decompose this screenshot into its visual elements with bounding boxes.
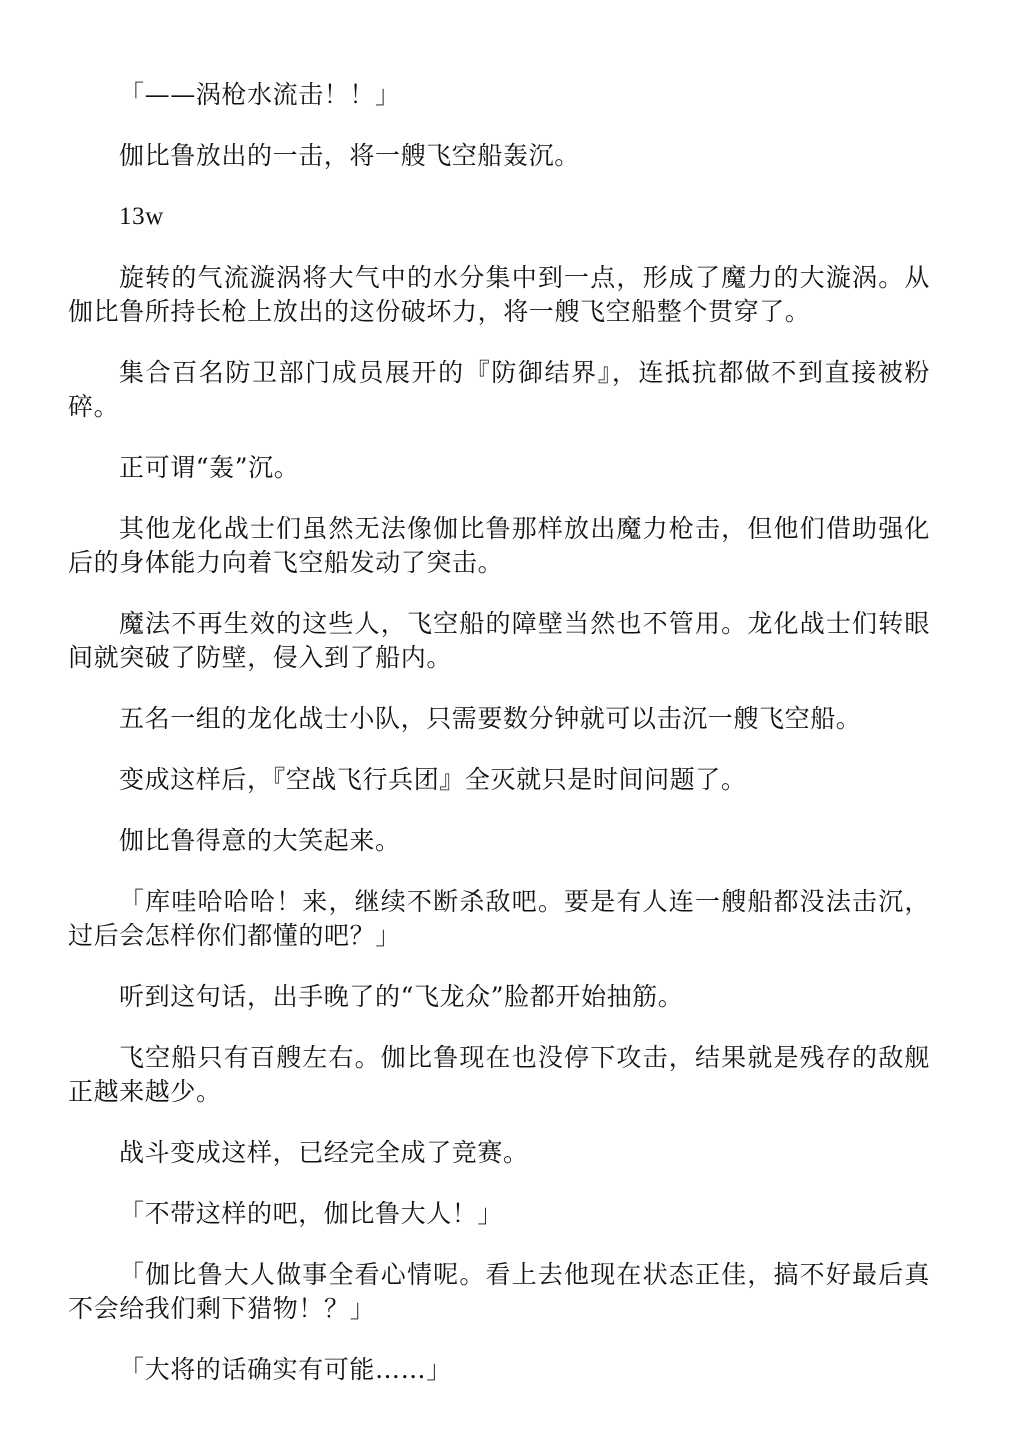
narration-paragraph: 伽比鲁得意的大笑起来。: [119, 826, 401, 855]
narration-paragraph: 魔法不再生效的这些人，飞空船的障壁当然也不管用。龙化战士们转眼间就突破了防壁，侵入到了船内。: [68, 609, 930, 672]
narration-paragraph: 集合百名防卫部门成员展开的『防御结界』，连抵抗都做不到直接被粉碎。: [68, 358, 930, 421]
narration-paragraph: 其他龙化战士们虽然无法像伽比鲁那样放出魔力枪击，但他们借助强化后的身体能力向着飞空船发动了突击。: [68, 514, 930, 577]
narration-paragraph: 五名一组的龙化战士小队，只需要数分钟就可以击沉一艘飞空船。: [119, 704, 862, 733]
dialogue-line: 「不带这样的吧，伽比鲁大人！」: [119, 1199, 504, 1228]
dialogue-line: 「——涡枪水流击！！」: [119, 80, 401, 109]
narration-paragraph: 听到这句话，出手晚了的“飞龙众”脸都开始抽筋。: [119, 982, 684, 1011]
narration-paragraph: 变成这样后，『空战飞行兵团』全灭就只是时间问题了。: [119, 765, 747, 794]
narration-paragraph: 战斗变成这样，已经完全成了竞赛。: [119, 1138, 529, 1167]
dialogue-line: 「伽比鲁大人做事全看心情呢。看上去他现在状态正佳，搞不好最后真不会给我们剩下猎物！？」: [68, 1260, 930, 1323]
document-page: [68, 78, 930, 1414]
narration-paragraph: 正可谓“轰”沉。: [119, 453, 300, 482]
narration-paragraph: 旋转的气流漩涡将大气中的水分集中到一点，形成了魔力的大漩涡。从伽比鲁所持长枪上放出的这份破坏力，将一艘飞空船整个贯穿了。: [68, 263, 930, 326]
dialogue-line: 「库哇哈哈哈！来，继续不断杀敌吧。要是有人连一艘船都没法击沉，过后会怎样你们都懂的吧？」: [68, 887, 930, 950]
page-marker: 13w: [119, 203, 164, 230]
dialogue-line: 「大将的话确实有可能……」: [119, 1355, 452, 1384]
narration-paragraph: 伽比鲁放出的一击，将一艘飞空船轰沉。: [119, 141, 580, 170]
narration-paragraph: 飞空船只有百艘左右。伽比鲁现在也没停下攻击，结果就是残存的敌舰正越来越少。: [68, 1043, 930, 1106]
